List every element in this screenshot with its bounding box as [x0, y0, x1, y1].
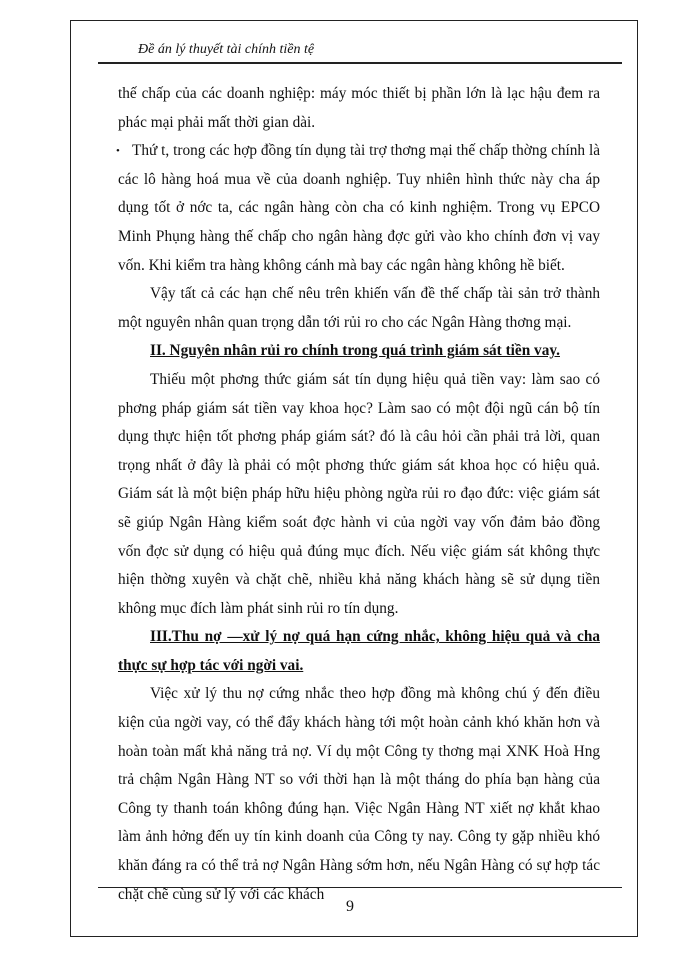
page-number: 9: [346, 898, 354, 915]
paragraph-supervision: Thiếu một phơng thức giám sát tín dụng hiệu quả tiền vay: làm sao có phơng pháp giám sát tiền vay khoa học? Làm sao có một đội ngũ cán bộ tín dụng thực hiện tốt phơng pháp giám sát? đó là câu hỏi cần phải trả lời, quan trọng nhất ở đây là phải có một phơng thức giám sát khoa học có hiệu quả. Giám sát là một biện pháp hữu hiệu phòng ngừa rủi ro đạo đức: việc giám sát sẽ giúp Ngân Hàng kiểm soát đợc hành vi của ngời vay vốn đảm bảo đồng vốn đợc sử dụng có hiệu quả đúng mục đích. Nếu việc giám sát không thực hiện thờng xuyên và chặt chẽ, nhiều khả năng khách hàng sẽ sử dụng tiền không mục đích làm phát sinh rủi ro tín dụng.: [118, 370, 600, 617]
section-heading-ii: II. Nguyên nhân rủi ro chính trong quá trình giám sát tiền vay.: [150, 342, 560, 360]
section-heading-iii: III.Thu nợ —xử lý nợ quá hạn cứng nhắc, không hiệu quả và cha thực sự hợp tác với ngời vai.: [118, 628, 600, 674]
bullet-icon: •: [116, 145, 120, 158]
header-title: Đề án lý thuyết tài chính tiền tệ: [138, 42, 315, 57]
paragraph-conclusion: Vậy tất cả các hạn chế nêu trên khiến vấn đề thế chấp tài sản trở thành một nguyên nhân quan trọng dẫn tới rủi ro cho các Ngân Hàng thơng mại.: [118, 285, 600, 331]
page-header: [98, 40, 622, 64]
footer-divider: [98, 887, 622, 888]
paragraph-continuation: thế chấp của các doanh nghiệp: máy móc thiết bị phần lớn là lạc hậu đem ra phác mại phải mất thời gian dài.: [118, 85, 600, 131]
document-body: [118, 80, 600, 909]
bullet-paragraph: [118, 137, 600, 280]
bullet-paragraph-text: Thứ t, trong các hợp đồng tín dụng tài trợ thơng mại thế chấp thờng chính là các lô hàng hoá mua về của doanh nghiệp. Tuy nhiên hình thức này cha áp dụng tốt ở nớc ta, các ngân hàng còn cha có kinh nghiệm. Trong vụ EPCO Minh Phụng hàng thế chấp cho ngân hàng đợc gửi vào kho chính đơn vị vay vốn. Khi kiểm tra hàng không cánh mà bay các ngân hàng không hề biết.: [118, 142, 600, 274]
paragraph-debt-collection: Việc xử lý thu nợ cứng nhắc theo hợp đồng mà không chú ý đến điều kiện của ngời vay, có thể đẩy khách hàng tới một hoàn cảnh khó khăn hơn và hoàn toàn mất khả năng trả nợ. Ví dụ một Công ty thơng mại XNK Hoà Hng trả chậm Ngân Hàng NT so với thời hạn là một tháng do phía bạn hàng của Công ty thanh toán không đúng hạn. Việc Ngân Hàng NT xiết nợ khắt khao làm ảnh hởng đến uy tín kinh doanh của Công ty nay. Công ty gặp nhiều khó khăn đáng ra có thể trả nợ Ngân Hàng sớm hơn, nếu Ngân Hàng có sự hợp tác chặt chẽ cùng sử lý với các khách: [118, 685, 600, 903]
